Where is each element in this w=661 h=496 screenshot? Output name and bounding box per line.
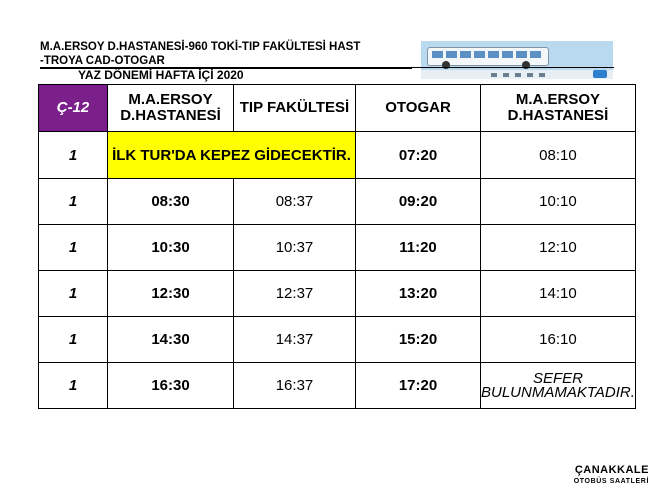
footer-city: ÇANAKKALE: [574, 464, 649, 476]
first-trip-note: İLK TUR'DA KEPEZ GİDECEKTİR.: [108, 132, 356, 179]
column-header-departure-line2: D.HASTANESİ: [120, 107, 221, 124]
table-row: [39, 271, 636, 317]
return-time: 16:10: [481, 317, 636, 363]
no-service-line1: SEFER: [532, 369, 583, 387]
otogar-time: 11:20: [356, 225, 481, 271]
trip-index: 1: [39, 225, 108, 271]
departure-time: 10:30: [108, 225, 234, 271]
return-time: 12:10: [481, 225, 636, 271]
tip-time: 10:37: [234, 225, 356, 271]
footer-brand: [574, 464, 649, 486]
column-header-return: [481, 85, 636, 132]
otogar-time: 17:20: [356, 363, 481, 409]
tip-time: 14:37: [234, 317, 356, 363]
otogar-time: 15:20: [356, 317, 481, 363]
table-row: [39, 179, 636, 225]
trip-index: 1: [39, 317, 108, 363]
column-header-tip: TIP FAKÜLTESİ: [234, 85, 356, 132]
route-code: Ç-12: [39, 85, 108, 132]
column-header-otogar: OTOGAR: [356, 85, 481, 132]
otogar-time: 09:20: [356, 179, 481, 225]
departure-time: 14:30: [108, 317, 234, 363]
tip-time: 12:37: [234, 271, 356, 317]
return-time: 10:10: [481, 179, 636, 225]
table-row: [39, 225, 636, 271]
header-line-1: M.A.ERSOY D.HASTANESİ-960 TOKİ-TIP FAKÜLTESİ HAST: [40, 41, 361, 53]
table-header-row: [39, 85, 636, 132]
departure-time: 16:30: [108, 363, 234, 409]
schedule-period-text: YAZ DÖNEMİ HAFTA İÇİ 2020: [78, 68, 244, 82]
tip-time: 16:37: [234, 363, 356, 409]
column-header-departure-line1: M.A.ERSOY: [128, 91, 213, 108]
tip-time: 08:37: [234, 179, 356, 225]
header-title: [40, 40, 412, 69]
departure-time: 08:30: [108, 179, 234, 225]
footer-subtitle: OTOBÜS SAATLERİ: [573, 478, 649, 485]
trip-index: 1: [39, 271, 108, 317]
return-time: 14:10: [481, 271, 636, 317]
no-service-note: [481, 363, 636, 409]
table-row: [39, 317, 636, 363]
column-header-return-line2: D.HASTANESİ: [507, 107, 609, 124]
column-header-departure: [108, 85, 234, 132]
table-row: [39, 363, 636, 409]
return-time: 08:10: [481, 132, 636, 179]
departure-time: 12:30: [108, 271, 234, 317]
no-service-line2: BULUNMAMAKTADIR.: [481, 383, 635, 401]
schedule-period: [40, 67, 614, 83]
table-row: [39, 132, 636, 179]
column-header-return-line1: M.A.ERSOY: [515, 91, 601, 108]
trip-index: 1: [39, 132, 108, 179]
schedule-table: [38, 84, 636, 409]
otogar-time: 13:20: [356, 271, 481, 317]
header-line-2: -TROYA CAD-OTOGAR: [40, 54, 412, 69]
trip-index: 1: [39, 363, 108, 409]
trip-index: 1: [39, 179, 108, 225]
otogar-time: 07:20: [356, 132, 481, 179]
